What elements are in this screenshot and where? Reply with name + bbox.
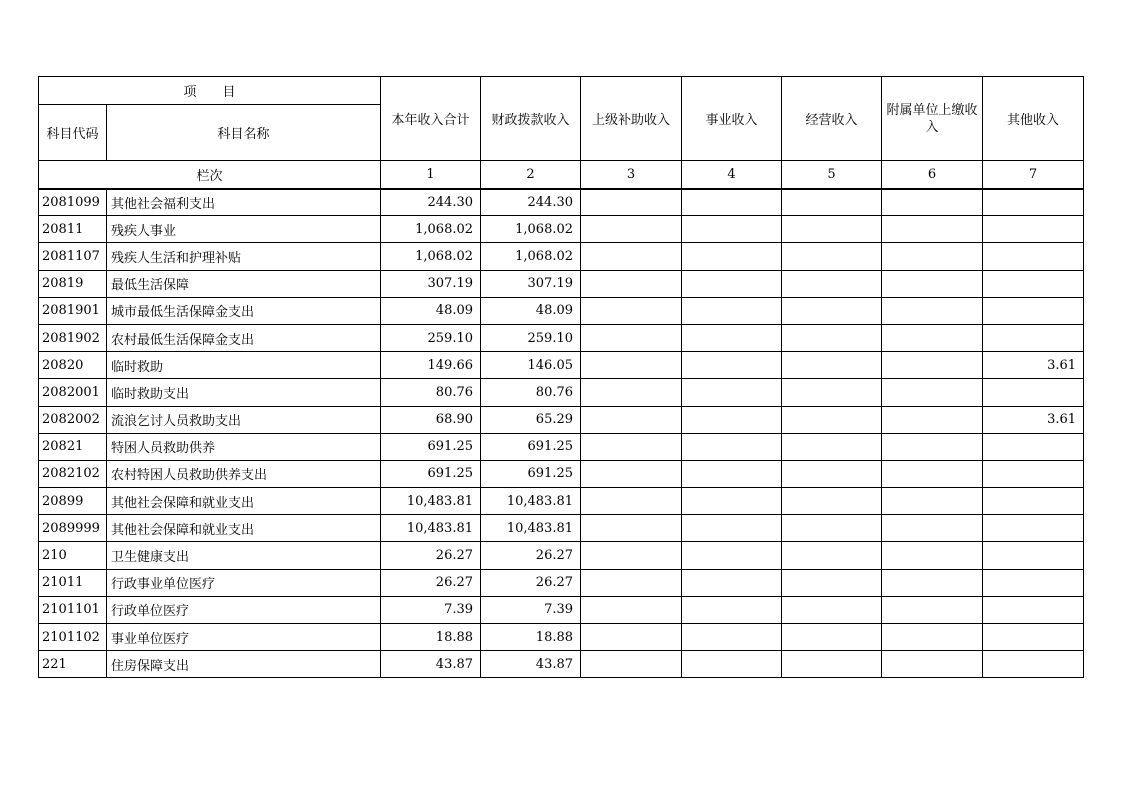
- superior-subsidy-cell: [581, 596, 682, 623]
- table-row: [39, 488, 1084, 515]
- col-header-2: 财政拨款收入: [481, 77, 581, 161]
- table-row: [39, 379, 1084, 406]
- operating-income-cell: [782, 406, 882, 433]
- subject-name-cell: 住房保障支出: [107, 651, 381, 678]
- business-income-cell: [682, 189, 782, 216]
- business-income-cell: [682, 243, 782, 270]
- total-income-cell: 43.87: [381, 651, 481, 678]
- fiscal-income-cell: 259.10: [481, 324, 581, 351]
- subject-name-cell: 流浪乞讨人员救助支出: [107, 406, 381, 433]
- affiliated-income-cell: [882, 243, 983, 270]
- fiscal-income-cell: 244.30: [481, 189, 581, 216]
- other-income-cell: [983, 624, 1084, 651]
- subject-name-cell: 临时救助: [107, 352, 381, 379]
- fiscal-income-cell: 18.88: [481, 624, 581, 651]
- business-income-cell: [682, 270, 782, 297]
- total-income-cell: 10,483.81: [381, 488, 481, 515]
- affiliated-income-cell: [882, 406, 983, 433]
- item-header: 项 目: [39, 77, 381, 105]
- superior-subsidy-cell: [581, 270, 682, 297]
- total-income-cell: 80.76: [381, 379, 481, 406]
- subject-code-cell: 2081099: [39, 189, 107, 216]
- superior-subsidy-cell: [581, 651, 682, 678]
- subject-code-cell: 20899: [39, 488, 107, 515]
- business-income-cell: [682, 216, 782, 243]
- table-row: [39, 460, 1084, 487]
- fiscal-income-cell: 691.25: [481, 460, 581, 487]
- other-income-cell: [983, 433, 1084, 460]
- operating-income-cell: [782, 542, 882, 569]
- col-header-5: 经营收入: [782, 77, 882, 161]
- other-income-cell: [983, 651, 1084, 678]
- col-header-1: 本年收入合计: [381, 77, 481, 161]
- superior-subsidy-cell: [581, 352, 682, 379]
- superior-subsidy-cell: [581, 624, 682, 651]
- operating-income-cell: [782, 624, 882, 651]
- other-income-cell: [983, 596, 1084, 623]
- affiliated-income-cell: [882, 488, 983, 515]
- total-income-cell: 26.27: [381, 569, 481, 596]
- subject-code-cell: 2081901: [39, 297, 107, 324]
- col-header-7: 其他收入: [983, 77, 1084, 161]
- business-income-cell: [682, 488, 782, 515]
- total-income-cell: 259.10: [381, 324, 481, 351]
- operating-income-cell: [782, 216, 882, 243]
- subject-name-cell: 其他社会福利支出: [107, 189, 381, 216]
- income-table: [38, 76, 1084, 678]
- subject-code-cell: 2082001: [39, 379, 107, 406]
- other-income-cell: [983, 297, 1084, 324]
- subject-name-cell: 行政单位医疗: [107, 596, 381, 623]
- affiliated-income-cell: [882, 460, 983, 487]
- subject-code-cell: 20811: [39, 216, 107, 243]
- table-row: [39, 243, 1084, 270]
- table-row: [39, 542, 1084, 569]
- affiliated-income-cell: [882, 379, 983, 406]
- fiscal-income-cell: 1,068.02: [481, 216, 581, 243]
- business-income-cell: [682, 596, 782, 623]
- col-header-6: 附属单位上缴收入: [882, 77, 983, 161]
- subject-code-cell: 2081107: [39, 243, 107, 270]
- row-index-header: 栏次: [39, 161, 381, 189]
- operating-income-cell: [782, 433, 882, 460]
- other-income-cell: 3.61: [983, 406, 1084, 433]
- fiscal-income-cell: 65.29: [481, 406, 581, 433]
- other-income-cell: [983, 460, 1084, 487]
- other-income-cell: 3.61: [983, 352, 1084, 379]
- business-income-cell: [682, 569, 782, 596]
- business-income-cell: [682, 297, 782, 324]
- fiscal-income-cell: 26.27: [481, 542, 581, 569]
- business-income-cell: [682, 324, 782, 351]
- business-income-cell: [682, 433, 782, 460]
- subject-name-cell: 其他社会保障和就业支出: [107, 488, 381, 515]
- affiliated-income-cell: [882, 352, 983, 379]
- table-row: [39, 515, 1084, 542]
- fiscal-income-cell: 307.19: [481, 270, 581, 297]
- total-income-cell: 691.25: [381, 460, 481, 487]
- subject-name-cell: 行政事业单位医疗: [107, 569, 381, 596]
- subject-name-cell: 农村最低生活保障金支出: [107, 324, 381, 351]
- fiscal-income-cell: 10,483.81: [481, 488, 581, 515]
- fiscal-income-cell: 48.09: [481, 297, 581, 324]
- total-income-cell: 18.88: [381, 624, 481, 651]
- business-income-cell: [682, 651, 782, 678]
- table-row: [39, 406, 1084, 433]
- table-row: [39, 324, 1084, 351]
- subject-code-cell: 2101102: [39, 624, 107, 651]
- operating-income-cell: [782, 460, 882, 487]
- total-income-cell: 307.19: [381, 270, 481, 297]
- affiliated-income-cell: [882, 297, 983, 324]
- subject-code-cell: 20821: [39, 433, 107, 460]
- fiscal-income-cell: 26.27: [481, 569, 581, 596]
- subject-name-cell: 残疾人事业: [107, 216, 381, 243]
- total-income-cell: 1,068.02: [381, 243, 481, 270]
- superior-subsidy-cell: [581, 189, 682, 216]
- subject-code-cell: 2081902: [39, 324, 107, 351]
- other-income-cell: [983, 379, 1084, 406]
- total-income-cell: 26.27: [381, 542, 481, 569]
- business-income-cell: [682, 515, 782, 542]
- subject-name-cell: 残疾人生活和护理补贴: [107, 243, 381, 270]
- business-income-cell: [682, 406, 782, 433]
- total-income-cell: 149.66: [381, 352, 481, 379]
- subject-name-cell: 城市最低生活保障金支出: [107, 297, 381, 324]
- affiliated-income-cell: [882, 433, 983, 460]
- table-row: [39, 596, 1084, 623]
- fiscal-income-cell: 7.39: [481, 596, 581, 623]
- other-income-cell: [983, 488, 1084, 515]
- subject-code-cell: 2101101: [39, 596, 107, 623]
- superior-subsidy-cell: [581, 297, 682, 324]
- superior-subsidy-cell: [581, 515, 682, 542]
- superior-subsidy-cell: [581, 324, 682, 351]
- superior-subsidy-cell: [581, 542, 682, 569]
- affiliated-income-cell: [882, 515, 983, 542]
- subject-name-cell: 特困人员救助供养: [107, 433, 381, 460]
- affiliated-income-cell: [882, 324, 983, 351]
- col-index-7: 7: [983, 161, 1084, 189]
- other-income-cell: [983, 324, 1084, 351]
- subject-code-cell: 221: [39, 651, 107, 678]
- business-income-cell: [682, 542, 782, 569]
- superior-subsidy-cell: [581, 379, 682, 406]
- table-row: [39, 569, 1084, 596]
- col-header-4: 事业收入: [682, 77, 782, 161]
- superior-subsidy-cell: [581, 406, 682, 433]
- subject-name-cell: 事业单位医疗: [107, 624, 381, 651]
- col-index-6: 6: [882, 161, 983, 189]
- code-header: 科目代码: [39, 105, 107, 161]
- subject-name-cell: 卫生健康支出: [107, 542, 381, 569]
- fiscal-income-cell: 146.05: [481, 352, 581, 379]
- name-header: 科目名称: [107, 105, 381, 161]
- total-income-cell: 10,483.81: [381, 515, 481, 542]
- superior-subsidy-cell: [581, 569, 682, 596]
- affiliated-income-cell: [882, 624, 983, 651]
- business-income-cell: [682, 379, 782, 406]
- business-income-cell: [682, 352, 782, 379]
- table-row: [39, 352, 1084, 379]
- operating-income-cell: [782, 270, 882, 297]
- total-income-cell: 7.39: [381, 596, 481, 623]
- total-income-cell: 691.25: [381, 433, 481, 460]
- col-index-4: 4: [682, 161, 782, 189]
- fiscal-income-cell: 1,068.02: [481, 243, 581, 270]
- subject-name-cell: 农村特困人员救助供养支出: [107, 460, 381, 487]
- superior-subsidy-cell: [581, 460, 682, 487]
- col-header-3: 上级补助收入: [581, 77, 682, 161]
- operating-income-cell: [782, 297, 882, 324]
- total-income-cell: 48.09: [381, 297, 481, 324]
- subject-code-cell: 2089999: [39, 515, 107, 542]
- table-row: [39, 189, 1084, 216]
- operating-income-cell: [782, 488, 882, 515]
- other-income-cell: [983, 270, 1084, 297]
- subject-code-cell: 20820: [39, 352, 107, 379]
- fiscal-income-cell: 43.87: [481, 651, 581, 678]
- table-row: [39, 270, 1084, 297]
- fiscal-income-cell: 10,483.81: [481, 515, 581, 542]
- fiscal-income-cell: 80.76: [481, 379, 581, 406]
- other-income-cell: [983, 515, 1084, 542]
- col-index-5: 5: [782, 161, 882, 189]
- operating-income-cell: [782, 569, 882, 596]
- affiliated-income-cell: [882, 542, 983, 569]
- operating-income-cell: [782, 243, 882, 270]
- subject-code-cell: 21011: [39, 569, 107, 596]
- subject-code-cell: 2082102: [39, 460, 107, 487]
- operating-income-cell: [782, 651, 882, 678]
- superior-subsidy-cell: [581, 488, 682, 515]
- col-index-1: 1: [381, 161, 481, 189]
- superior-subsidy-cell: [581, 433, 682, 460]
- operating-income-cell: [782, 352, 882, 379]
- affiliated-income-cell: [882, 216, 983, 243]
- business-income-cell: [682, 624, 782, 651]
- table-row: [39, 624, 1084, 651]
- operating-income-cell: [782, 189, 882, 216]
- total-income-cell: 68.90: [381, 406, 481, 433]
- other-income-cell: [983, 216, 1084, 243]
- subject-code-cell: 2082002: [39, 406, 107, 433]
- affiliated-income-cell: [882, 270, 983, 297]
- affiliated-income-cell: [882, 569, 983, 596]
- fiscal-income-cell: 691.25: [481, 433, 581, 460]
- other-income-cell: [983, 542, 1084, 569]
- affiliated-income-cell: [882, 189, 983, 216]
- table-row: [39, 651, 1084, 678]
- affiliated-income-cell: [882, 596, 983, 623]
- table-row: [39, 216, 1084, 243]
- col-index-2: 2: [481, 161, 581, 189]
- other-income-cell: [983, 569, 1084, 596]
- operating-income-cell: [782, 596, 882, 623]
- subject-code-cell: 210: [39, 542, 107, 569]
- affiliated-income-cell: [882, 651, 983, 678]
- operating-income-cell: [782, 379, 882, 406]
- table-row: [39, 433, 1084, 460]
- subject-name-cell: 临时救助支出: [107, 379, 381, 406]
- business-income-cell: [682, 460, 782, 487]
- operating-income-cell: [782, 324, 882, 351]
- col-index-3: 3: [581, 161, 682, 189]
- total-income-cell: 1,068.02: [381, 216, 481, 243]
- total-income-cell: 244.30: [381, 189, 481, 216]
- operating-income-cell: [782, 515, 882, 542]
- other-income-cell: [983, 189, 1084, 216]
- superior-subsidy-cell: [581, 216, 682, 243]
- subject-name-cell: 其他社会保障和就业支出: [107, 515, 381, 542]
- subject-name-cell: 最低生活保障: [107, 270, 381, 297]
- superior-subsidy-cell: [581, 243, 682, 270]
- subject-code-cell: 20819: [39, 270, 107, 297]
- table-row: [39, 297, 1084, 324]
- other-income-cell: [983, 243, 1084, 270]
